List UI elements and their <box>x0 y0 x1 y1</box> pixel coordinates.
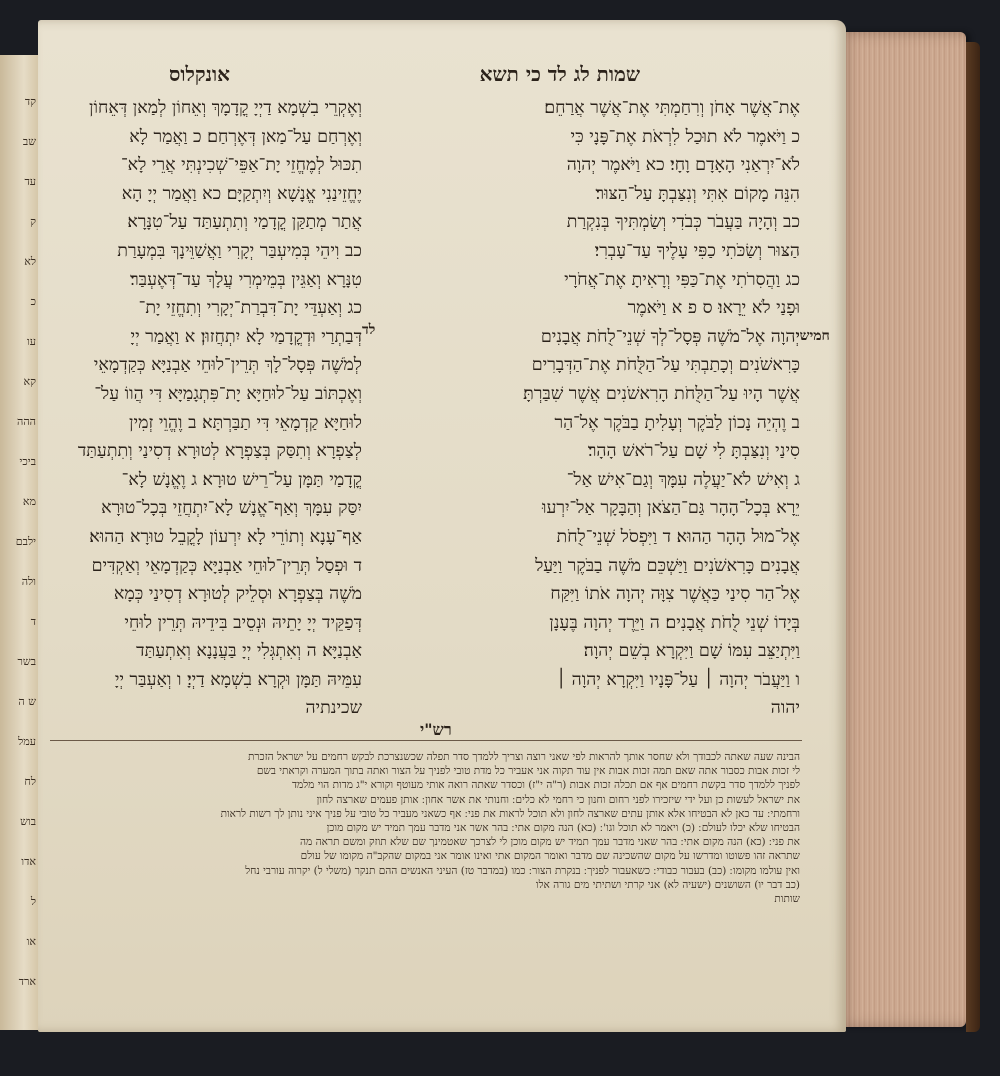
left-page-fragment: קד <box>24 95 36 108</box>
torah-text-line: אֲבָנִים כָּרִאשֹׁנִים וַיַּשְׁכֵּם מֹשֶׁה בַבֹּקֶר וַיַּעַל <box>535 555 800 576</box>
rashi-heading: רש"י <box>420 720 452 739</box>
torah-text-line: ב וֶהְיֵה נָכוֹן לַבֹּקֶר וְעָלִיתָ בַבֹּקֶר אֶל־הַר <box>554 412 800 433</box>
left-page-fragment: בוש <box>20 815 36 828</box>
targum-text-line: וְאֶרְחַם עַל־מַאן דְּאֶרְחַם׃ כ וַאֲמַר לָא <box>129 126 362 147</box>
torah-text-line: ג וְאִישׁ לֹא־יַעֲלֶה עִמָּךְ וְגַם־אִישׁ אַל־ <box>566 469 800 490</box>
left-page-fragment: בשר <box>17 655 36 668</box>
targum-text-line: קֳדָמַי תַּמָּן עַל־רֵישׁ טוּרָא׃ ג וֶאֱנָשׁ לָא־ <box>121 469 362 490</box>
torah-text-line: אֶל־מוּל הָהָר הַהוּא׃ ד וַיִּפְסֹל שְׁנֵי־לֻחֹת <box>556 526 800 547</box>
rashi-text-line: שותות <box>774 893 800 906</box>
targum-text-line: אַבְנַיָּא׃ ה וְאִתְגְּלִי יְיָ בַּעֲנָנָא וְאִתְעַתַּד <box>136 641 362 662</box>
rashi-text-line: ורחמתי ׃ עד כאן לא הבטיחו אלא אותן עתים שארצה לחון ולא תוכל לראות את פני ׃ אף כשאני מעביר כל טובי על פניך איני נותן לך רשות לראות <box>220 807 800 820</box>
torah-text-line: אֶת־אֲשֶׁר אָחֹן וְרִחַמְתִּי אֶת־אֲשֶׁר אֲרַחֵם׃ <box>544 98 800 118</box>
torah-text-line: הַצּוּר וְשַׂכֹּתִי כַפִּי עָלֶיךָ עַד־עָבְרִי׃ <box>594 240 800 261</box>
left-page-fragment: ולה <box>21 575 36 588</box>
targum-onkelos-column <box>42 94 362 723</box>
left-page-fragment: לח <box>24 775 36 788</box>
targum-text-line: אֲתַר מְתַקַּן קֳדָמַי וְתִתְעַתַּד עַל־טִנָּרָא׃ <box>127 212 362 233</box>
torah-text-line: כ וַיֹּאמֶר לֹא תוּכַל לִרְאֹת אֶת־פָּנָי כִּי <box>570 126 800 147</box>
torah-text-line: סִינַי וְנִצַּבְתָּ לִי שָׁם עַל־רֹאשׁ הָהָר׃ <box>587 441 800 462</box>
torah-text-line: הִנֵּה מָקוֹם אִתִּי וְנִצַּבְתָּ עַל־הַצּוּר׃ <box>595 183 800 204</box>
targum-text-line: לְמֹשֶׁה פְּסָל־לָךְ תְּרֵין־לוּחֵי אַבְנַיָּא כְּקַדְמָאֵי <box>93 355 362 376</box>
rashi-text-line: את פני ׃ (כא) הנה מקום אתי ׃ בהר שאני מדבר עמך תמיד יש מקום מוכן לי לצרכך שאטמינך שם שלא תוזק ומשם תראה מה <box>299 836 800 849</box>
aliyah-marker-hamishi: חמישי <box>796 328 830 344</box>
torah-text-line: אֶל־הַר סִינַי כַּאֲשֶׁר צִוָּה יְהוָה אֹתוֹ וַיִּקַּח <box>550 584 800 605</box>
rashi-text-line: שתראה זהו פשוטו ומדרשו על מקום שהשכינה שם מדבר ואומר המקום אתי ואינו אומר אני במקום שהקב"ה מקומו של עולם <box>300 850 800 863</box>
page-header-main: שמות לג לד כי תשא <box>479 62 640 86</box>
rashi-text-line: (כב דבר יו) השושנים (ישעיה לא) אני קרתי ושתיתי מים גורה אלו <box>535 878 800 891</box>
left-page-fragment: כ <box>30 295 36 308</box>
rashi-text-line: לי זכות אבות כסבור אתה שאם תמה זכות אבות אין עוד תקוה אני אעביר כל מדת טובי לפניך על הצור ואתה בתוך המערה וקראתי בשם <box>256 765 800 778</box>
targum-text-line: טִנָּרָא וְאַגֵּין בְּמֵימְרִי עֲלָךְ עַד־דְּאֶעְבַּר׃ <box>130 269 362 290</box>
targum-text-line: יֶחֱזֵינַנִי אֱנָשָׁא וְיִתְקַיָּם׃ כא וַאֲמַר יְיָ הָא <box>121 183 362 204</box>
book-fore-edge <box>836 32 966 1027</box>
left-page-fragment: ביכי <box>19 455 36 468</box>
torah-text-column <box>370 94 800 723</box>
left-page-fragment: עד <box>24 175 36 188</box>
left-page-fragment: מא <box>22 495 36 508</box>
left-page-fragment: ש ה <box>18 695 36 708</box>
targum-text-line: עִמֵּיהּ תַּמָּן וּקְרָא בִשְׁמָא דַיְיָ׃ ו וְאַעְבַּר יְיָ <box>114 669 362 690</box>
targum-text-line: שכינתיה <box>305 698 362 719</box>
torah-text-line: וּפָנַי לֹא יֵרָאוּ׃ ס פ א וַיֹּאמֶר <box>627 298 800 319</box>
adjacent-left-page <box>0 55 42 1030</box>
rashi-separator <box>50 740 802 741</box>
rashi-text-line: את ישראל לעשות כן ועל ידי שיזכירו לפני רחום וחנון כי רחמי לא כלים ׃ וחנותי את אשר אחון ׃ אותן פעמים שארצה לחון <box>316 793 800 806</box>
targum-text-line: תִכּוּל לְמֶחֱזֵי יָת־אַפֵּי־שְׁכִינְתִּי אֲרֵי לָא־ <box>120 155 362 176</box>
torah-text-line: כָּרִאשֹׁנִים וְכָתַבְתִּי עַל־הַלֻּחֹת אֶת־הַדְּבָרִים <box>531 355 800 376</box>
torah-text-line: כב וְהָיָה בַּעֲבֹר כְּבֹדִי וְשַׂמְתִּיךָ בְּנִקְרַת <box>566 212 800 233</box>
left-page-fragment: ד <box>30 615 36 628</box>
page-header-targum: אונקלוס <box>168 62 230 86</box>
torah-text-line: יֵרָא בְּכָל־הָהָר גַּם־הַצֹּאן וְהַבָּקָר אַל־יִרְעוּ <box>541 498 800 519</box>
left-page-fragment: לא <box>24 255 36 268</box>
rashi-text-line: לפניך ללמדך סדר בקשת רחמים אף אם תכלה זכות אבות (ר"ה י"ז) וכסדר שאתה רואה אותי מעוטף וקורא י"ג מדות הוי מלמד <box>292 779 800 792</box>
left-page-fragment: ההה <box>17 415 36 428</box>
rashi-commentary <box>50 750 800 906</box>
left-page-fragment: קא <box>23 375 36 388</box>
left-page-fragment: עו <box>26 335 36 348</box>
left-page-fragment: ק <box>30 215 36 228</box>
targum-text-line: לְצַפְרָא וְתִסַּק בְּצַפְרָא לְטוּרָא דְסִינַי וְתִתְעַתַּד <box>77 441 362 462</box>
targum-text-line: כג וְאַעְדֵּי יָת־דִּבְרַת־יְקָרִי וְתִחֱזֵי יָת־ <box>138 298 362 319</box>
left-page-fragment: ל <box>30 895 36 908</box>
left-page-fragment: עמל <box>18 735 36 748</box>
aliyah-marker-levi: לד <box>362 322 376 338</box>
torah-text-line: בְּיָדוֹ שְׁנֵי לֻחֹת אֲבָנִים׃ ה וַיֵּרֶד יְהוָה בֶּעָנָן <box>549 612 800 633</box>
left-page-fragment: אדו <box>21 855 36 868</box>
rashi-text-line: הבינה שעה שאתה לכבודך ולא שחסר אותך להראות לפי שאני רוצה וצריך ללמדך סדר תפלה שכשנצרכת לבקש רחמים על ישראל הזכרת <box>248 751 800 763</box>
targum-text-line: ד וּפְסַל תְּרֵין־לוּחֵי אַבְנַיָּא כְּקַדְמָאֵי וְאַקְדִּים <box>91 555 362 576</box>
torah-text-line: וַיִּתְיַצֵּב עִמּוֹ שָׁם וַיִּקְרָא בְשֵׁם יְהוָה׃ <box>583 641 800 662</box>
targum-text-line: דְּפַקֵּיד יְיָ יָתֵיהּ וּנְסֵיב בִּידֵיהּ תְּרֵין לוּחֵי <box>124 612 362 633</box>
book-cover-edge <box>966 42 980 1032</box>
targum-text-line: וְאֶכְתּוֹב עַל־לוּחַיָּא יָת־פִּתְגָמַיָּא דִּי הֲווֹ עַל־ <box>94 383 362 404</box>
targum-text-line: כב וִיהֵי בְּמִיעְבַּר יְקָרִי וַאֲשַׁוֵּינָךְ בִּמְעָרַת <box>117 240 362 261</box>
targum-text-line: לוּחַיָּא קַדְמָאֵי דִּי תַבַּרְתָּא׃ ב וֶהֱוֵי זְמִין <box>129 412 362 433</box>
torah-text-line: יְהוָה אֶל־מֹשֶׁה פְּסָל־לְךָ שְׁנֵי־לֻחֹת אֲבָנִים <box>540 326 800 347</box>
torah-text-line: ו וַיַּעֲבֹר יְהוָה ׀ עַל־פָּנָיו וַיִּקְרָא יְהוָה ׀ <box>556 669 800 690</box>
left-page-fragment: ארד <box>18 975 36 988</box>
targum-text-line: מֹשֶׁה בְּצַפְרָא וּסְלֵיק לְטוּרָא דְסִינַי כְּמָא <box>113 584 362 605</box>
targum-text-line: אַף־עָנָא וְתוֹרֵי לָא יִרְעוֹן לָקֳבֵל טוּרָא הַהוּא׃ <box>89 526 362 547</box>
torah-text-line: יהוה <box>770 698 800 719</box>
targum-text-line: יִסַּק עִמָּךְ וְאַף־אֱנָשׁ לָא־יִתְחֲזֵי בְּכָל־טוּרָא <box>101 498 362 519</box>
targum-text-line: וְאֶקְרֵי בִשְׁמָא דַיְיָ קֳדָמָךְ וְאֵחוֹן לְמַאן דְּאֵחוֹן <box>89 98 362 118</box>
left-page-fragment: או <box>26 935 36 948</box>
targum-text-line: דְּבַתְרַי וּדְקֳדָמַי לָא יִתְחֲזוּן׃ א וַאֲמַר יְיָ <box>130 326 362 347</box>
torah-text-line: אֲשֶׁר הָיוּ עַל־הַלֻּחֹת הָרִאשֹׁנִים אֲשֶׁר שִׁבַּרְתָּ׃ <box>523 383 800 404</box>
left-page-fragment: ילבם <box>15 535 36 548</box>
rashi-text-line: ואין עולמו מקומו ׃ (כב) בעבור כבודי ׃ כשאעבור לפניך ׃ בנקרת הצור ׃ כמו (במדבר טז) העיני האנשים ההם תנקר (משלי ל) יקרוה עורבי נחל <box>245 864 800 877</box>
torah-text-line: לֹא־יִרְאַנִי הָאָדָם וָחָי׃ כא וַיֹּאמֶר יְהוָה <box>566 155 800 176</box>
rashi-text-line: הבטיחו שלא יכלו לעולם ׃ (כ) ויאמר לא תוכל וגו' ׃ (כא) הנה מקום אתי ׃ בהר אשר אני מדבר עמך תמיד יש מקום מוכן <box>326 822 800 835</box>
torah-text-line: כג וַהֲסִרֹתִי אֶת־כַּפִּי וְרָאִיתָ אֶת־אֲחֹרָי <box>564 269 800 290</box>
left-page-fragment: שב <box>22 135 36 148</box>
